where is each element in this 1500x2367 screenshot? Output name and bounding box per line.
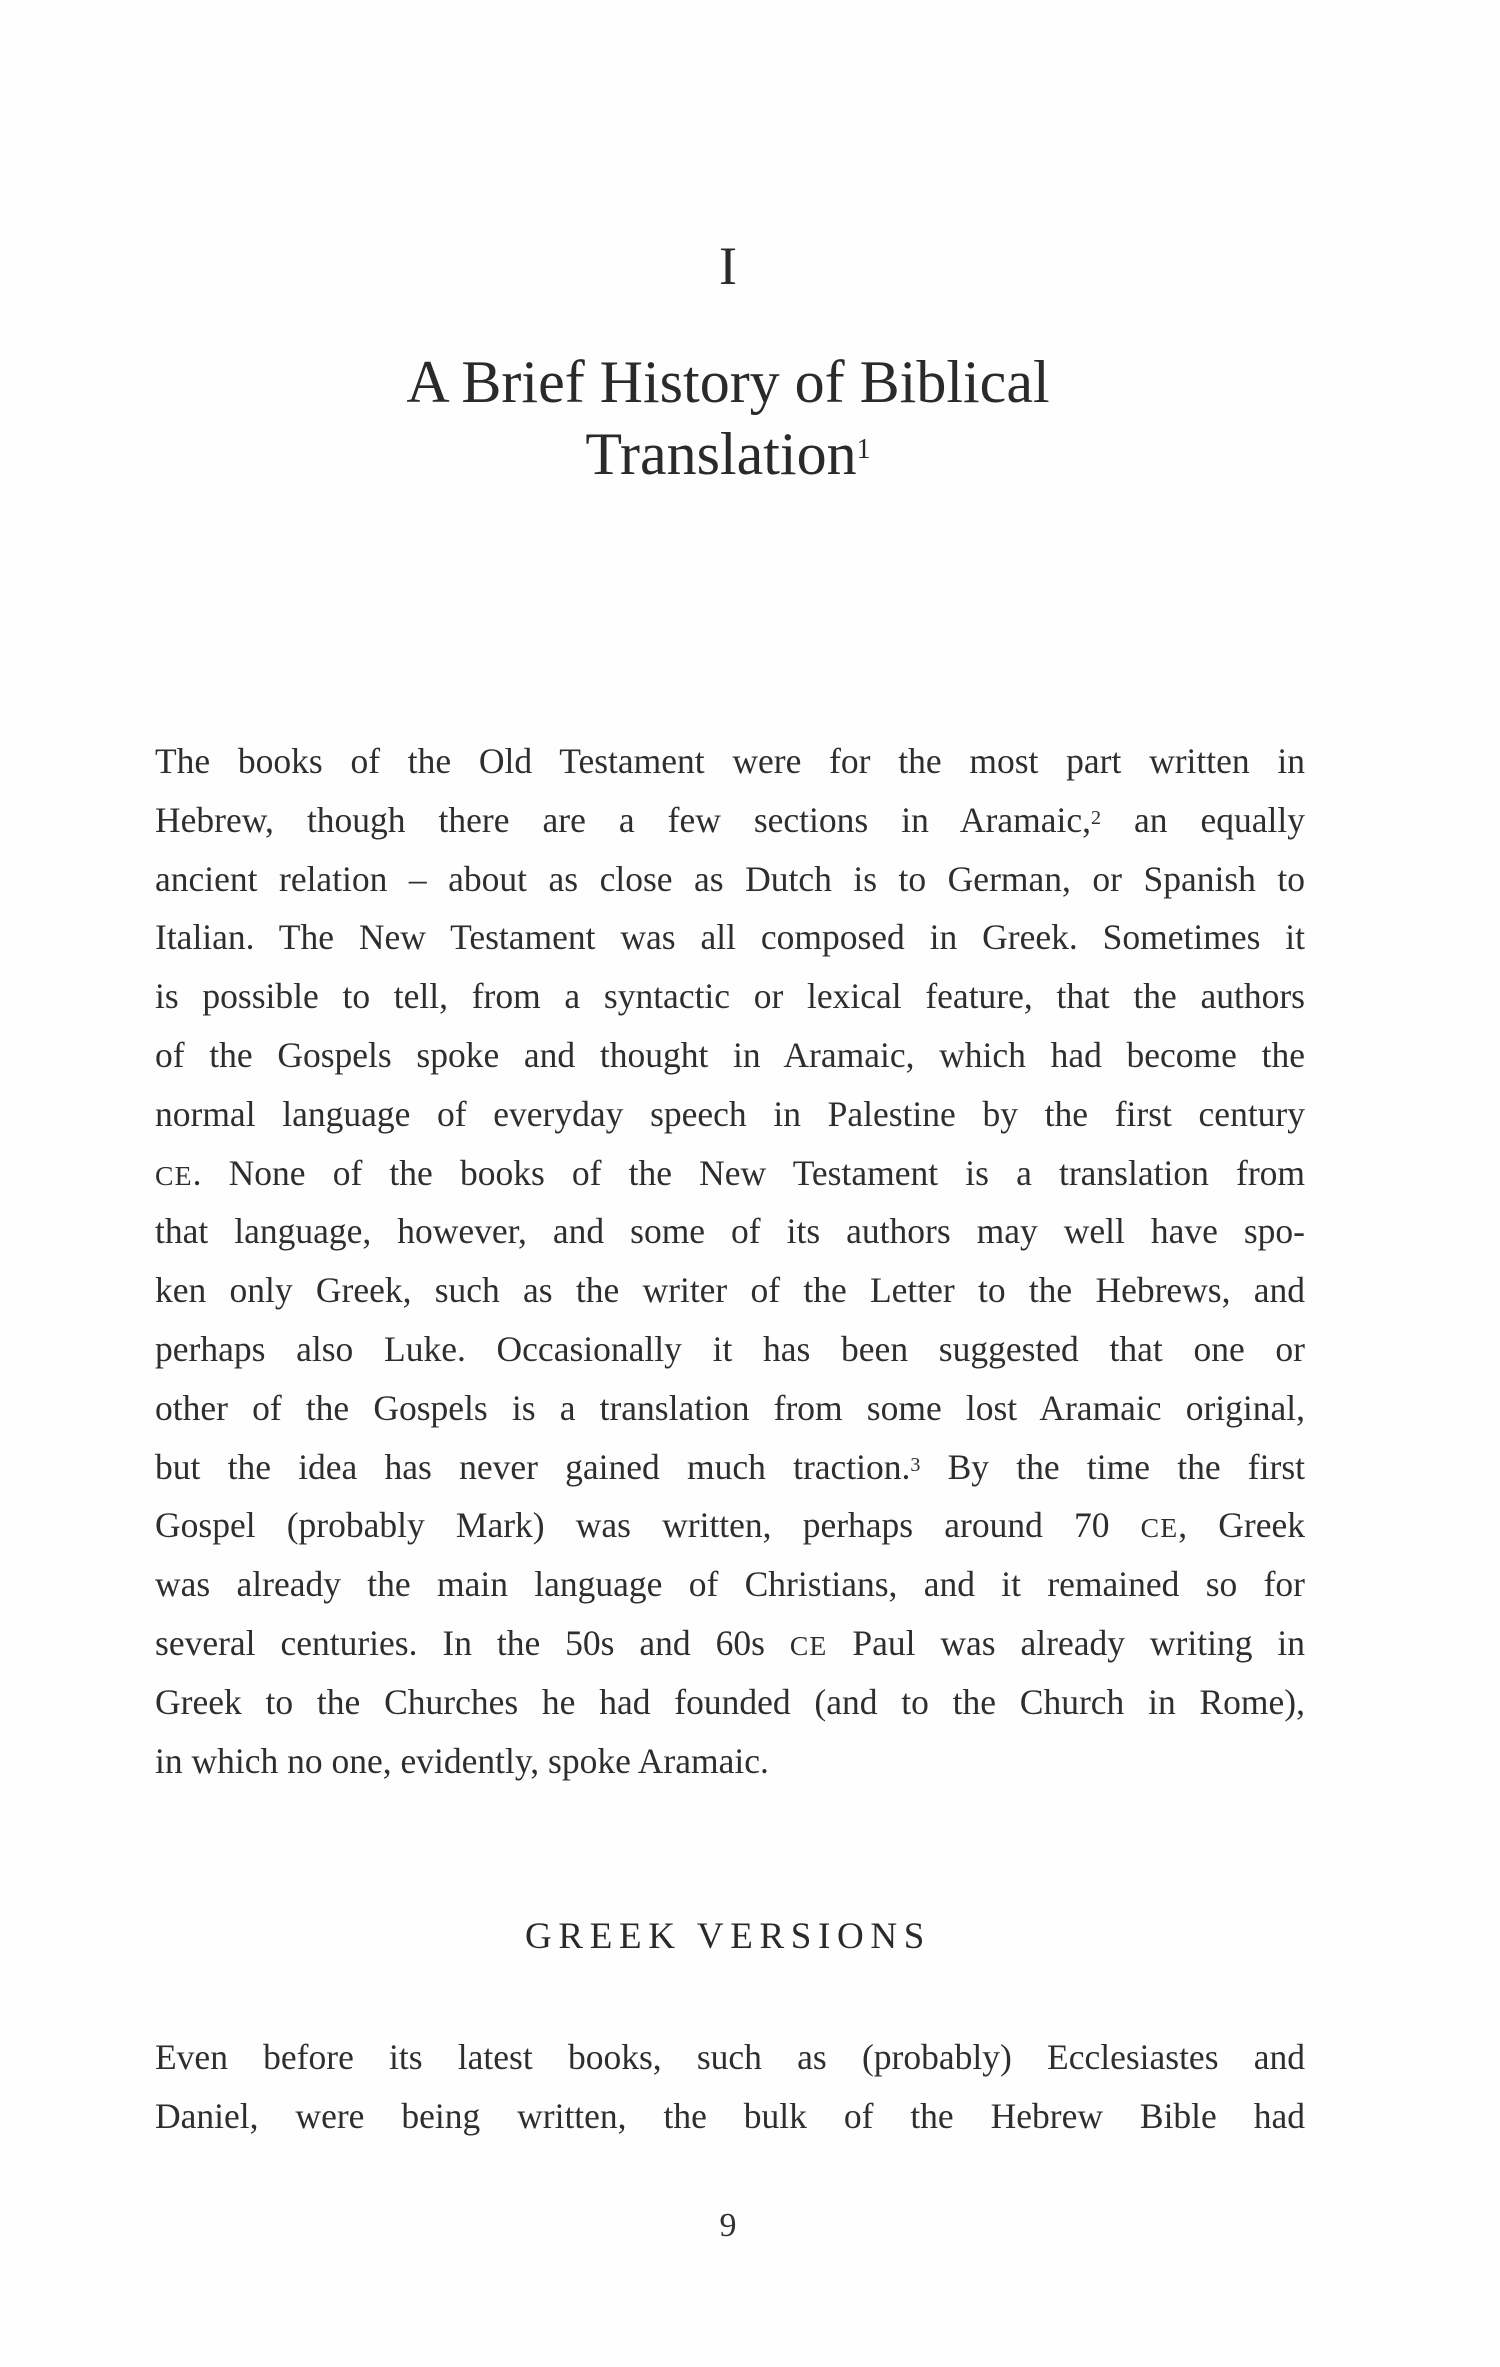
chapter-title-word: Translation	[585, 421, 857, 487]
text-segment: Paul was already writing in	[827, 1622, 1305, 1663]
text-line: of the Gospels spoke and thought in Aramaic, which had become the	[155, 1034, 1305, 1075]
era-abbrev: CE	[789, 1629, 828, 1661]
paragraph-intro	[155, 732, 1305, 1790]
text-line: that language, however, and some of its authors may well have spo-	[155, 1211, 1305, 1252]
text-line: in which no one, evidently, spoke Aramaic.	[155, 1740, 769, 1781]
text-line: normal language of everyday speech in Palestine by the first century	[155, 1093, 1305, 1134]
text-segment: Gospel (probably Mark) was written, perhaps around 70	[155, 1505, 1141, 1546]
chapter-title-footnote-ref[interactable]: 1	[856, 434, 871, 465]
text-line: The books of the Old Testament were for the most part written in	[155, 741, 1305, 781]
text-line: was already the main language of Christians, and it remained so for	[155, 1564, 1305, 1605]
chapter-number: I	[719, 236, 737, 296]
chapter-title-line-2	[0, 418, 1456, 490]
text-line	[155, 1614, 1305, 1673]
text-line	[155, 1496, 1305, 1555]
text-line: other of the Gospels is a translation from some lost Aramaic original,	[155, 1387, 1305, 1428]
text-segment: Hebrew, though there are a few sections in Aramaic,	[155, 799, 1091, 840]
footnote-ref-3[interactable]: 3	[910, 1453, 921, 1476]
paragraph-greek-versions	[155, 2028, 1305, 2146]
text-segment: . None of the books of the New Testament is a translation from	[192, 1152, 1305, 1193]
text-line: is possible to tell, from a syntactic or lexical feature, that the authors	[155, 976, 1305, 1017]
text-line	[155, 1144, 1305, 1203]
chapter-title-line-1: A Brief History of Biblical	[406, 349, 1050, 415]
text-line: perhaps also Luke. Occasionally it has been suggested that one or	[155, 1328, 1305, 1369]
chapter-title	[0, 346, 1456, 490]
text-line: Italian. The New Testament was all composed in Greek. Sometimes it	[155, 917, 1305, 958]
page-number: 9	[719, 2207, 737, 2244]
text-line: Daniel, were being written, the bulk of the Hebrew Bible had	[155, 2095, 1305, 2136]
text-segment: an equally	[1100, 799, 1305, 840]
text-segment: , Greek	[1178, 1505, 1305, 1546]
text-line: ancient relation – about as close as Dutch is to German, or Spanish to	[155, 858, 1305, 899]
era-abbrev: CE	[155, 1159, 193, 1191]
text-line	[155, 791, 1305, 850]
text-segment: By the time the first	[920, 1446, 1305, 1487]
text-line: ken only Greek, such as the writer of the Letter to the Hebrews, and	[155, 1270, 1305, 1311]
text-line	[155, 1438, 1305, 1497]
text-segment: several centuries. In the 50s and 60s	[155, 1622, 790, 1663]
section-heading: GREEK VERSIONS	[524, 1916, 932, 1957]
text-line: Greek to the Churches he had founded (and to the Church in Rome),	[155, 1681, 1305, 1722]
footnote-ref-2[interactable]: 2	[1090, 806, 1101, 829]
era-abbrev: CE	[1140, 1512, 1179, 1544]
text-segment: but the idea has never gained much traction.	[155, 1446, 911, 1487]
text-line: Even before its latest books, such as (probably) Ecclesiastes and	[155, 2037, 1305, 2077]
